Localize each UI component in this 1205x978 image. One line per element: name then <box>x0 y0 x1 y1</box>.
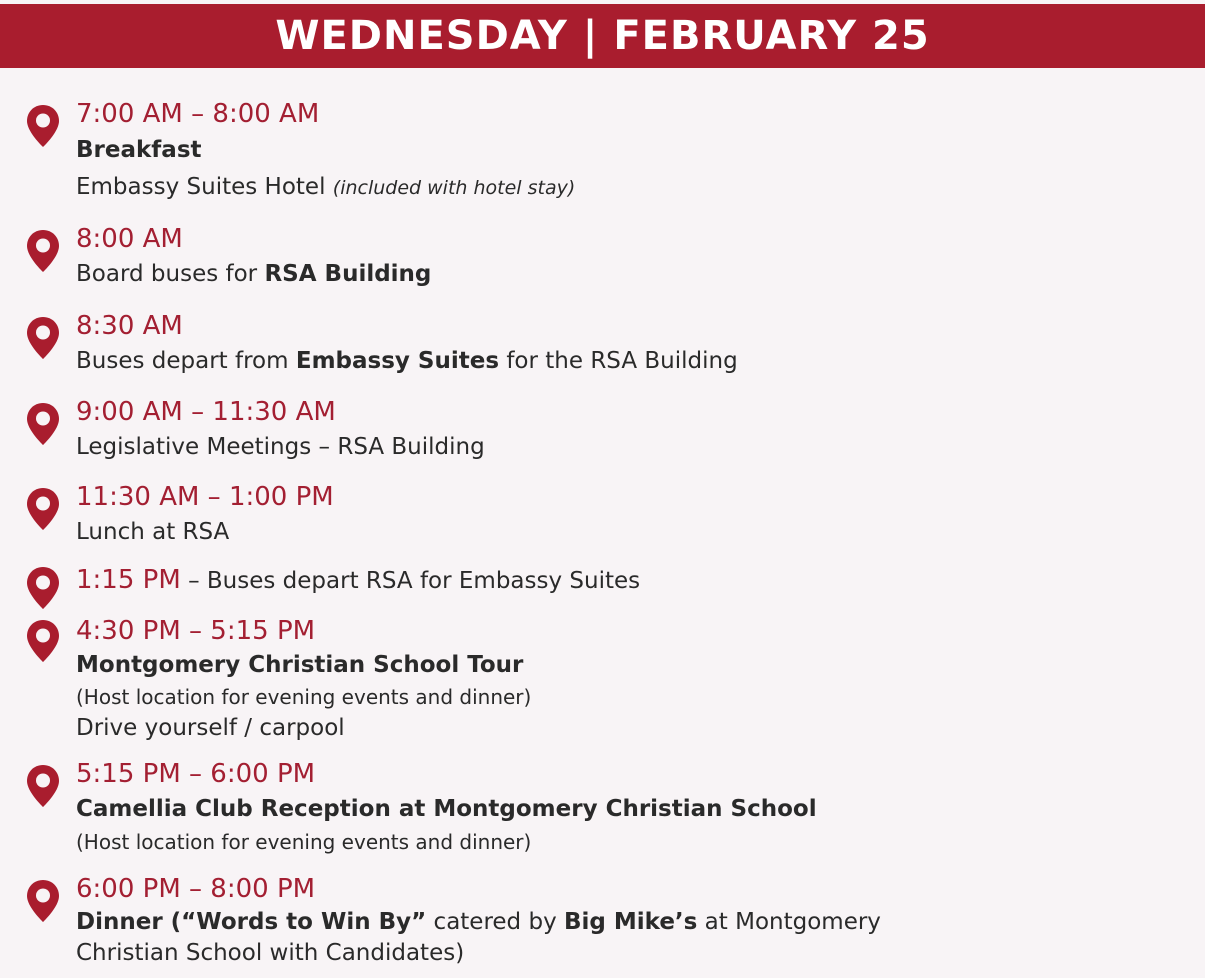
event-description: Legislative Meetings – RSA Building <box>76 434 485 460</box>
map-pin-icon <box>25 878 61 924</box>
event-time: 8:30 AM <box>76 311 183 341</box>
event-time: 6:00 PM – 8:00 PM <box>76 874 316 904</box>
page-title: WEDNESDAY | FEBRUARY 25 <box>275 13 930 59</box>
event-title: Camellia Club Reception at Montgomery Christian School <box>76 796 817 822</box>
event-note: (included with hotel stay) <box>332 177 576 199</box>
map-pin-icon <box>25 763 61 809</box>
event-note: (Host location for evening events and dinner) <box>76 685 532 709</box>
map-pin-icon <box>25 401 61 447</box>
event-time: 11:30 AM – 1:00 PM <box>76 482 334 512</box>
event-time-inline: 1:15 PM – Buses depart RSA for Embassy Suites <box>76 565 641 595</box>
map-pin-icon <box>25 618 61 664</box>
event-description: Buses depart RSA for Embassy Suites <box>206 568 641 594</box>
event-time: 9:00 AM – 11:30 AM <box>76 397 336 427</box>
map-pin-icon <box>25 228 61 274</box>
event-title: Montgomery Christian School Tour <box>76 652 524 678</box>
event-note: (Host location for evening events and dinner) <box>76 830 532 854</box>
map-pin-icon <box>25 486 61 532</box>
map-pin-icon <box>25 565 61 611</box>
map-pin-icon <box>25 103 61 149</box>
event-description-line2: Christian School with Candidates) <box>76 940 465 966</box>
event-location: Embassy Suites Hotel (included with hotel stay) <box>76 174 576 200</box>
map-pin-icon <box>25 315 61 361</box>
event-time: 7:00 AM – 8:00 AM <box>76 99 320 129</box>
event-description: Drive yourself / carpool <box>76 715 345 741</box>
event-time: 4:30 PM – 5:15 PM <box>76 616 316 646</box>
event-time: 5:15 PM – 6:00 PM <box>76 759 316 789</box>
event-description: Buses depart from Embassy Suites for the RSA Building <box>76 348 738 374</box>
event-description: Lunch at RSA <box>76 519 230 545</box>
page-header <box>0 4 1205 68</box>
event-title: Breakfast <box>76 137 202 163</box>
event-time: 8:00 AM <box>76 224 183 254</box>
event-description: Board buses for RSA Building <box>76 261 432 287</box>
event-description: Dinner (“Words to Win By” catered by Big Mike’s at Montgomery <box>76 909 881 935</box>
